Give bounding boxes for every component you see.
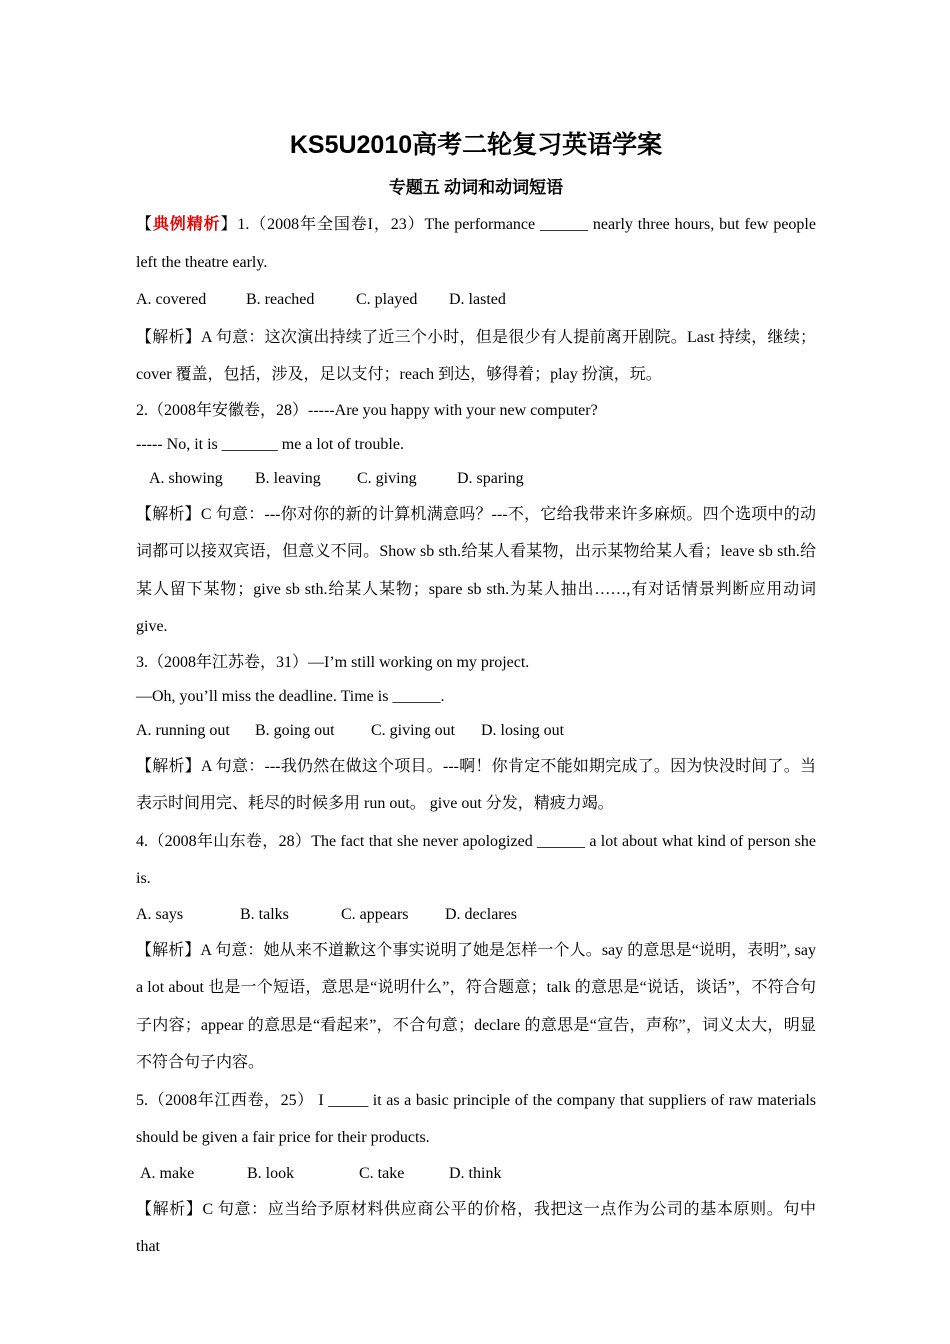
option-b: B. look xyxy=(247,1164,295,1182)
question-5-stem: 5.（2008年江西卷，25） I _____ it as a basic principle of the company that suppliers of raw materials should be given a fair price for their products. xyxy=(136,1091,816,1146)
question-4-analysis: 【解析】A 句意：她从来不道歉这个事实说明了她是怎样一个人。say 的意思是“说明，表明”, say a lot about 也是一个短语，意思是“说明什么”，符合题意；talk 的意思是“说话，谈话”，不符合句子内容；appear 的意思是“看起来”，不合句意；declare 的意思是“宣告，声称”，词义太大，明显不符合句子内容。 xyxy=(136,941,816,1071)
example-label: 典例精析 xyxy=(152,216,221,233)
question-5-analysis: 【解析】C 句意：应当给予原材料供应商公平的价格，我把这一点作为公司的基本原则。句中 that xyxy=(136,1200,816,1255)
option-c: C. giving out xyxy=(371,721,456,739)
option-a: A. covered xyxy=(136,291,207,308)
option-d: D. think xyxy=(449,1164,502,1182)
option-a: A. says xyxy=(136,905,184,923)
question-3-stem-line1: 3.（2008年江苏卷，31）—I’m still working on my project. xyxy=(136,653,530,671)
question-3-options xyxy=(136,714,816,748)
question-4-options xyxy=(136,898,816,932)
question-3-stem-line2: —Oh, you’ll miss the deadline. Time is ______. xyxy=(136,687,445,705)
option-b: B. reached xyxy=(246,291,315,308)
document-page xyxy=(136,128,816,1266)
option-c: C. take xyxy=(359,1164,405,1182)
question-1-analysis: 【解析】A 句意：这次演出持续了近三个小时，但是很少有人提前离开剧院。Last 持续，继续；cover 覆盖，包括，涉及，足以支付；reach 到达，够得着；play 扮演，玩。 xyxy=(136,328,816,383)
question-1-options xyxy=(136,281,816,319)
option-b: B. going out xyxy=(255,721,335,739)
option-a: A. make xyxy=(140,1164,195,1182)
page-title: KS5U2010高考二轮复习英语学案 xyxy=(289,131,663,159)
option-a: A. showing xyxy=(149,469,223,487)
bracket-open: 【 xyxy=(136,216,153,233)
option-c: C. giving xyxy=(357,469,417,487)
question-4-stem: 4.（2008年山东卷，28）The fact that she never apologized ______ a lot about what kind of person she is. xyxy=(136,832,816,887)
question-2-stem-line2: ----- No, it is _______ me a lot of trouble. xyxy=(136,435,404,453)
option-b: B. talks xyxy=(240,905,289,923)
option-d: D. sparing xyxy=(457,469,524,487)
option-d: D. lasted xyxy=(449,291,506,308)
section-subtitle: 专题五 动词和动词短语 xyxy=(388,178,564,197)
option-b: B. leaving xyxy=(255,469,321,487)
question-2-stem-line1: 2.（2008年安徽卷，28）-----Are you happy with your new computer? xyxy=(136,401,598,419)
option-c: C. appears xyxy=(341,905,409,923)
question-5-options xyxy=(136,1157,816,1191)
option-a: A. running out xyxy=(136,721,230,739)
option-c: C. played xyxy=(356,291,418,308)
question-text: 1.（2008年全国卷I，23）The performance ______ nearly three hours, but few people left the theatre early. xyxy=(136,216,816,271)
option-d: D. losing out xyxy=(481,721,565,739)
question-3-analysis: 【解析】A 句意：---我仍然在做这个项目。---啊！你肯定不能如期完成了。因为快没时间了。当表示时间用完、耗尽的时候多用 run out。 give out 分发，精疲力竭。 xyxy=(136,757,816,812)
question-2-analysis: 【解析】C 句意：---你对你的新的计算机满意吗？---不，它给我带来许多麻烦。四个选项中的动词都可以接双宾语，但意义不同。Show sb sth.给某人看某物，出示某物给某人看；leave sb sth.给某人留下某物；give sb sth.给某人某物；spare sb sth.为某人抽出……,有对话情景判断应用动词give. xyxy=(136,505,816,635)
bracket-close: 】 xyxy=(220,216,238,233)
option-d: D. declares xyxy=(445,905,517,923)
question-1-stem xyxy=(136,206,816,281)
question-2-options xyxy=(136,462,816,496)
